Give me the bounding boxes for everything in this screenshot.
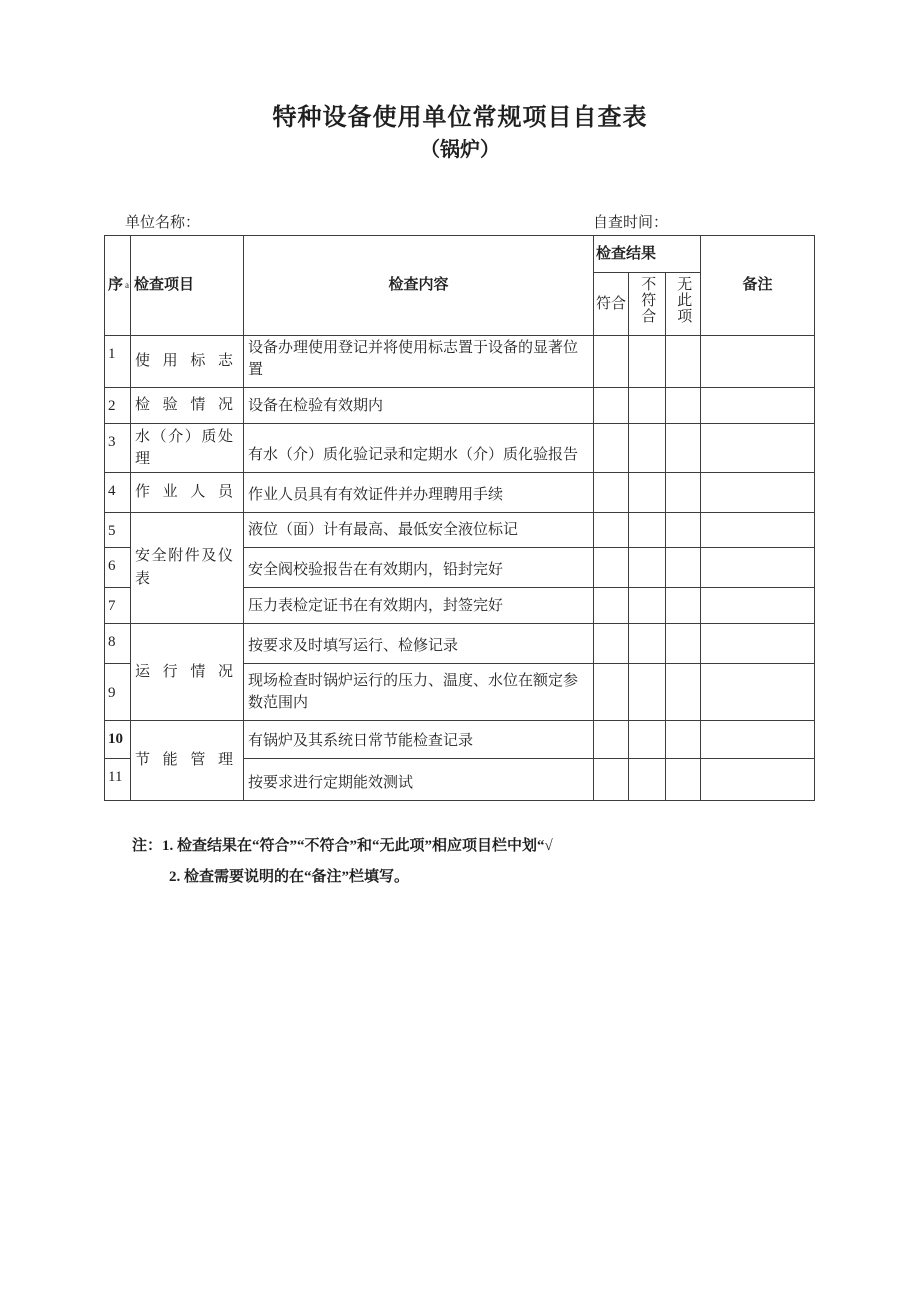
remark-cell xyxy=(701,512,815,547)
header-result-fail: 不符合 xyxy=(629,272,666,335)
item-cell: 使用标志 xyxy=(131,335,244,387)
note-prefix: 注： xyxy=(132,837,163,854)
result-na-cell xyxy=(666,387,701,423)
remark-cell xyxy=(701,423,815,472)
item-cell: 水（介）质处理 xyxy=(131,423,244,472)
content-cell: 按要求及时填写运行、检修记录 xyxy=(244,623,594,663)
item-cell: 检验情况 xyxy=(131,387,244,423)
remark-cell xyxy=(701,587,815,623)
result-fail-cell xyxy=(629,758,666,800)
header-result-group: 检查结果 xyxy=(594,235,701,272)
result-pass-cell xyxy=(594,423,629,472)
result-na-cell xyxy=(666,423,701,472)
note-line-1: 注：1. 检查结果在“符合”“不符合”和“无此项”相应项目栏中划“√ xyxy=(132,837,553,854)
unit-name-label: 单位名称： xyxy=(125,214,201,231)
result-na-cell xyxy=(666,547,701,587)
content-cell: 有水（介）质化验记录和定期水（介）质化验报告 xyxy=(244,423,594,472)
result-pass-cell xyxy=(594,512,629,547)
page-title: 特种设备使用单位常规项目自查表 xyxy=(272,104,648,131)
serial-cell: 7 xyxy=(105,587,131,623)
result-pass-cell xyxy=(594,587,629,623)
result-pass-cell xyxy=(594,547,629,587)
item-cell: 安全附件及仪表 xyxy=(131,512,244,623)
serial-cell: 1 xyxy=(105,335,131,387)
meta-row xyxy=(104,211,814,231)
result-fail-cell xyxy=(629,423,666,472)
header-row-1 xyxy=(105,235,815,272)
content-cell: 设备在检验有效期内 xyxy=(244,387,594,423)
content-cell: 有锅炉及其系统日常节能检查记录 xyxy=(244,720,594,758)
result-fail-cell xyxy=(629,720,666,758)
result-na-cell xyxy=(666,512,701,547)
table-row xyxy=(105,335,815,387)
result-na-cell xyxy=(666,758,701,800)
remark-cell xyxy=(701,758,815,800)
header-content: 检查内容 xyxy=(244,235,594,335)
header-serial: 序 a xyxy=(105,235,131,335)
table-row xyxy=(105,623,815,663)
remark-cell xyxy=(701,663,815,720)
result-pass-cell xyxy=(594,758,629,800)
footnotes xyxy=(132,836,732,888)
header-serial-sub: a xyxy=(125,280,130,291)
content-cell: 作业人员具有有效证件并办理聘用手续 xyxy=(244,472,594,512)
content-cell: 压力表检定证书在有效期内，封签完好 xyxy=(244,587,594,623)
serial-cell: 5 xyxy=(105,512,131,547)
result-pass-cell xyxy=(594,720,629,758)
table-row xyxy=(105,472,815,512)
result-na-cell xyxy=(666,720,701,758)
result-na-cell xyxy=(666,663,701,720)
item-cell: 节能管理 xyxy=(131,720,244,800)
serial-cell: 11 xyxy=(105,758,131,800)
result-pass-cell xyxy=(594,335,629,387)
item-cell: 运行情况 xyxy=(131,623,244,720)
result-pass-cell xyxy=(594,387,629,423)
result-pass-cell xyxy=(594,623,629,663)
result-na-cell xyxy=(666,623,701,663)
content-cell: 现场检查时锅炉运行的压力、温度、水位在额定参数范围内 xyxy=(244,663,594,720)
serial-cell: 2 xyxy=(105,387,131,423)
content-cell: 液位（面）计有最高、最低安全液位标记 xyxy=(244,512,594,547)
table-row xyxy=(105,512,815,547)
result-na-cell xyxy=(666,335,701,387)
inspection-table xyxy=(104,235,815,801)
result-na-cell xyxy=(666,472,701,512)
page-subtitle: （锅炉） xyxy=(420,138,500,161)
serial-cell: 6 xyxy=(105,547,131,587)
result-pass-cell xyxy=(594,663,629,720)
table-row xyxy=(105,423,815,472)
result-fail-cell xyxy=(629,472,666,512)
header-remark: 备注 xyxy=(701,235,815,335)
result-na-cell xyxy=(666,587,701,623)
result-fail-cell xyxy=(629,335,666,387)
serial-cell: 10 xyxy=(105,720,131,758)
content-cell: 设备办理使用登记并将使用标志置于设备的显著位置 xyxy=(244,335,594,387)
self-check-time-label: 自查时间： xyxy=(593,214,669,231)
content-cell: 按要求进行定期能效测试 xyxy=(244,758,594,800)
serial-cell: 3 xyxy=(105,423,131,472)
result-fail-cell xyxy=(629,587,666,623)
result-fail-cell xyxy=(629,663,666,720)
result-fail-cell xyxy=(629,387,666,423)
result-fail-cell xyxy=(629,512,666,547)
content-cell: 安全阀校验报告在有效期内，铅封完好 xyxy=(244,547,594,587)
header-item: 检查项目 xyxy=(131,235,244,335)
serial-cell: 4 xyxy=(105,472,131,512)
table-row xyxy=(105,720,815,758)
remark-cell xyxy=(701,387,815,423)
header-result-pass: 符合 xyxy=(594,272,629,335)
remark-cell xyxy=(701,472,815,512)
remark-cell xyxy=(701,720,815,758)
result-fail-cell xyxy=(629,623,666,663)
result-fail-cell xyxy=(629,547,666,587)
item-cell: 作业人员 xyxy=(131,472,244,512)
note-line-2: 2. 检查需要说明的在“备注”栏填写。 xyxy=(169,868,410,885)
remark-cell xyxy=(701,623,815,663)
header-result-na: 无此项 xyxy=(666,272,701,335)
serial-cell: 9 xyxy=(105,663,131,720)
remark-cell xyxy=(701,547,815,587)
serial-cell: 8 xyxy=(105,623,131,663)
result-pass-cell xyxy=(594,472,629,512)
remark-cell xyxy=(701,335,815,387)
table-row xyxy=(105,387,815,423)
